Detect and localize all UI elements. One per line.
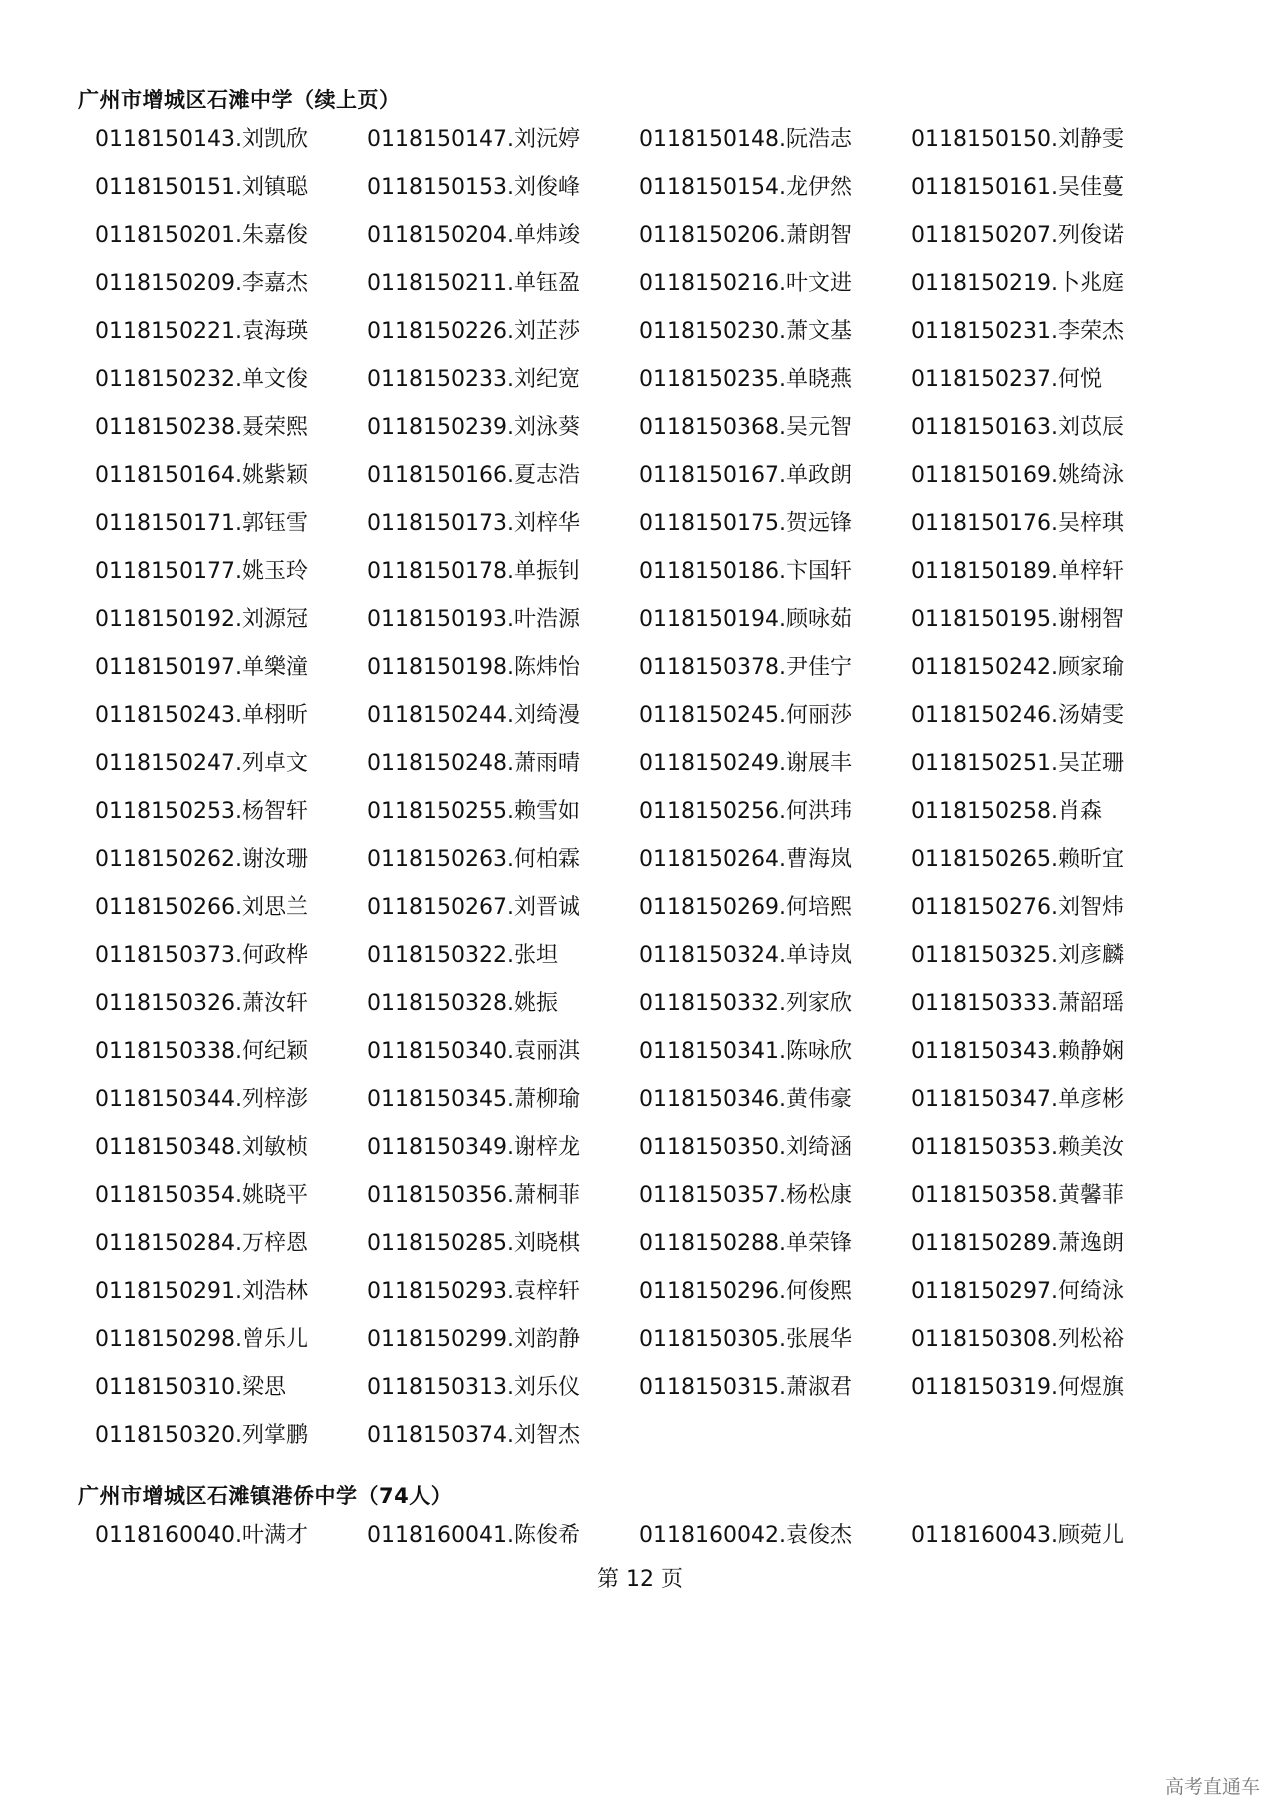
list-item: 0118150186.卞国轩 [639, 559, 852, 584]
list-item: 0118150284.万梓恩 [95, 1231, 308, 1256]
list-item: 0118150219.卜兆庭 [911, 271, 1124, 296]
list-item: 0118150233.刘纪宽 [367, 367, 580, 392]
list-item: 0118150338.何纪颖 [95, 1039, 308, 1064]
list-item: 0118150262.谢汝珊 [95, 847, 308, 872]
list-item: 0118150255.赖雪如 [367, 799, 580, 824]
list-item: 0118150353.赖美汝 [911, 1135, 1124, 1160]
list-item: 0118150320.列掌鹏 [95, 1423, 308, 1448]
list-item: 0118150207.列俊诺 [911, 223, 1124, 248]
list-item: 0118150357.杨松康 [639, 1183, 852, 1208]
list-item: 0118150315.萧淑君 [639, 1375, 852, 1400]
list-item: 0118150221.袁海瑛 [95, 319, 308, 344]
list-item: 0118150253.杨智轩 [95, 799, 308, 824]
section-title-shitan-middle-school: 广州市增城区石滩中学（续上页） [78, 88, 401, 112]
list-item: 0118150151.刘镇聪 [95, 175, 308, 200]
list-item: 0118150345.萧柳瑜 [367, 1087, 580, 1112]
list-item: 0118160043.顾菀儿 [911, 1523, 1124, 1548]
list-item: 0118150171.郭钰雪 [95, 511, 308, 536]
list-item: 0118150267.刘晋诚 [367, 895, 580, 920]
list-item: 0118150266.刘思兰 [95, 895, 308, 920]
list-item: 0118150177.姚玉玲 [95, 559, 308, 584]
list-item: 0118150197.单樂潼 [95, 655, 308, 680]
list-item: 0118150239.刘泳葵 [367, 415, 580, 440]
list-item: 0118150244.刘绮漫 [367, 703, 580, 728]
list-item: 0118150373.何政桦 [95, 943, 308, 968]
list-item: 0118150176.吴梓琪 [911, 511, 1124, 536]
list-item: 0118150206.萧朗智 [639, 223, 852, 248]
list-item: 0118150248.萧雨晴 [367, 751, 580, 776]
list-item: 0118150344.列梓澎 [95, 1087, 308, 1112]
list-item: 0118150230.萧文基 [639, 319, 852, 344]
list-item: 0118150198.陈炜怡 [367, 655, 580, 680]
list-item: 0118160042.袁俊杰 [639, 1523, 852, 1548]
list-item: 0118150293.袁梓轩 [367, 1279, 580, 1304]
student-list-shitan-middle-school [95, 116, 1215, 1460]
list-item: 0118150308.列松裕 [911, 1327, 1124, 1352]
list-item: 0118150332.列家欣 [639, 991, 852, 1016]
list-item: 0118150368.吴元智 [639, 415, 852, 440]
list-item: 0118150164.姚紫颖 [95, 463, 308, 488]
list-item: 0118150289.萧逸朗 [911, 1231, 1124, 1256]
list-item: 0118150356.萧桐菲 [367, 1183, 580, 1208]
list-item: 0118150161.吴佳蔓 [911, 175, 1124, 200]
list-item: 0118150238.聂荣熙 [95, 415, 308, 440]
list-item: 0118150201.朱嘉俊 [95, 223, 308, 248]
list-item: 0118150243.单栩昕 [95, 703, 308, 728]
list-item: 0118150195.谢栩智 [911, 607, 1124, 632]
list-item: 0118150285.刘晓棋 [367, 1231, 580, 1256]
list-item: 0118150163.刘苡辰 [911, 415, 1124, 440]
list-item: 0118150276.刘智炜 [911, 895, 1124, 920]
list-item: 0118150175.贺远锋 [639, 511, 852, 536]
list-item: 0118150298.曾乐儿 [95, 1327, 308, 1352]
list-item: 0118150258.肖森 [911, 799, 1102, 824]
list-item: 0118150169.姚绮泳 [911, 463, 1124, 488]
list-item: 0118150310.梁思 [95, 1375, 286, 1400]
list-item: 0118150143.刘凯欣 [95, 127, 308, 152]
list-item: 0118150209.李嘉杰 [95, 271, 308, 296]
list-item: 0118150232.单文俊 [95, 367, 308, 392]
list-item: 0118150319.何煜旗 [911, 1375, 1124, 1400]
list-item: 0118150313.刘乐仪 [367, 1375, 580, 1400]
list-item: 0118150150.刘静雯 [911, 127, 1124, 152]
list-item: 0118150167.单政朗 [639, 463, 852, 488]
list-item: 0118150299.刘韵静 [367, 1327, 580, 1352]
list-item: 0118150226.刘芷莎 [367, 319, 580, 344]
section-title-gangqiao-middle-school: 广州市增城区石滩镇港侨中学（74人） [78, 1484, 453, 1508]
list-item: 0118150347.单彦彬 [911, 1087, 1124, 1112]
list-item: 0118150178.单振钊 [367, 559, 580, 584]
list-item: 0118150194.顾咏茹 [639, 607, 852, 632]
list-item: 0118150148.阮浩志 [639, 127, 852, 152]
list-item: 0118150173.刘梓华 [367, 511, 580, 536]
list-item: 0118150291.刘浩林 [95, 1279, 308, 1304]
list-item: 0118150264.曹海岚 [639, 847, 852, 872]
list-item: 0118150341.陈咏欣 [639, 1039, 852, 1064]
list-item: 0118150237.何悦 [911, 367, 1102, 392]
list-item: 0118150333.萧韶瑶 [911, 991, 1124, 1016]
list-item: 0118150340.袁丽淇 [367, 1039, 580, 1064]
list-item: 0118150296.何俊熙 [639, 1279, 852, 1304]
list-item: 0118150256.何洪玮 [639, 799, 852, 824]
list-item: 0118150231.李荣杰 [911, 319, 1124, 344]
list-item: 0118150378.尹佳宁 [639, 655, 852, 680]
list-item: 0118150193.叶浩源 [367, 607, 580, 632]
list-item: 0118150350.刘绮涵 [639, 1135, 852, 1160]
list-item: 0118150374.刘智杰 [367, 1423, 580, 1448]
list-item: 0118150358.黄馨菲 [911, 1183, 1124, 1208]
list-item: 0118150322.张坦 [367, 943, 558, 968]
watermark: 高考直通车 [1164, 1776, 1260, 1798]
list-item: 0118150166.夏志浩 [367, 463, 580, 488]
list-item: 0118150297.何绮泳 [911, 1279, 1124, 1304]
page-number: 第 12 页 [597, 1567, 683, 1592]
list-item: 0118150354.姚晓平 [95, 1183, 308, 1208]
list-item: 0118150154.龙伊然 [639, 175, 852, 200]
list-item: 0118150324.单诗岚 [639, 943, 852, 968]
list-item: 0118150204.单炜竣 [367, 223, 580, 248]
list-item: 0118160040.叶满才 [95, 1523, 308, 1548]
list-item: 0118150242.顾家瑜 [911, 655, 1124, 680]
list-item: 0118150216.叶文进 [639, 271, 852, 296]
list-item: 0118150147.刘沅婷 [367, 127, 580, 152]
list-item: 0118150189.单梓轩 [911, 559, 1124, 584]
list-item: 0118150348.刘敏桢 [95, 1135, 308, 1160]
list-item: 0118150265.赖昕宜 [911, 847, 1124, 872]
list-item: 0118150251.吴芷珊 [911, 751, 1124, 776]
list-item: 0118150328.姚振 [367, 991, 558, 1016]
list-item: 0118150343.赖静娴 [911, 1039, 1124, 1064]
list-item: 0118150346.黄伟豪 [639, 1087, 852, 1112]
list-item: 0118150235.单晓燕 [639, 367, 852, 392]
list-item: 0118150246.汤婧雯 [911, 703, 1124, 728]
list-item: 0118150269.何培熙 [639, 895, 852, 920]
list-item: 0118150192.刘源冠 [95, 607, 308, 632]
list-item: 0118160041.陈俊希 [367, 1523, 580, 1548]
list-item: 0118150325.刘彦麟 [911, 943, 1124, 968]
list-item: 0118150245.何丽莎 [639, 703, 852, 728]
list-item: 0118150288.单荣锋 [639, 1231, 852, 1256]
list-item: 0118150153.刘俊峰 [367, 175, 580, 200]
list-item: 0118150247.列卓文 [95, 751, 308, 776]
list-item: 0118150305.张展华 [639, 1327, 852, 1352]
student-list-gangqiao-middle-school [95, 1512, 1215, 1560]
list-item: 0118150326.萧汝轩 [95, 991, 308, 1016]
list-item: 0118150211.单钰盈 [367, 271, 580, 296]
list-item: 0118150349.谢梓龙 [367, 1135, 580, 1160]
list-item: 0118150263.何柏霖 [367, 847, 580, 872]
list-item: 0118150249.谢展丰 [639, 751, 852, 776]
